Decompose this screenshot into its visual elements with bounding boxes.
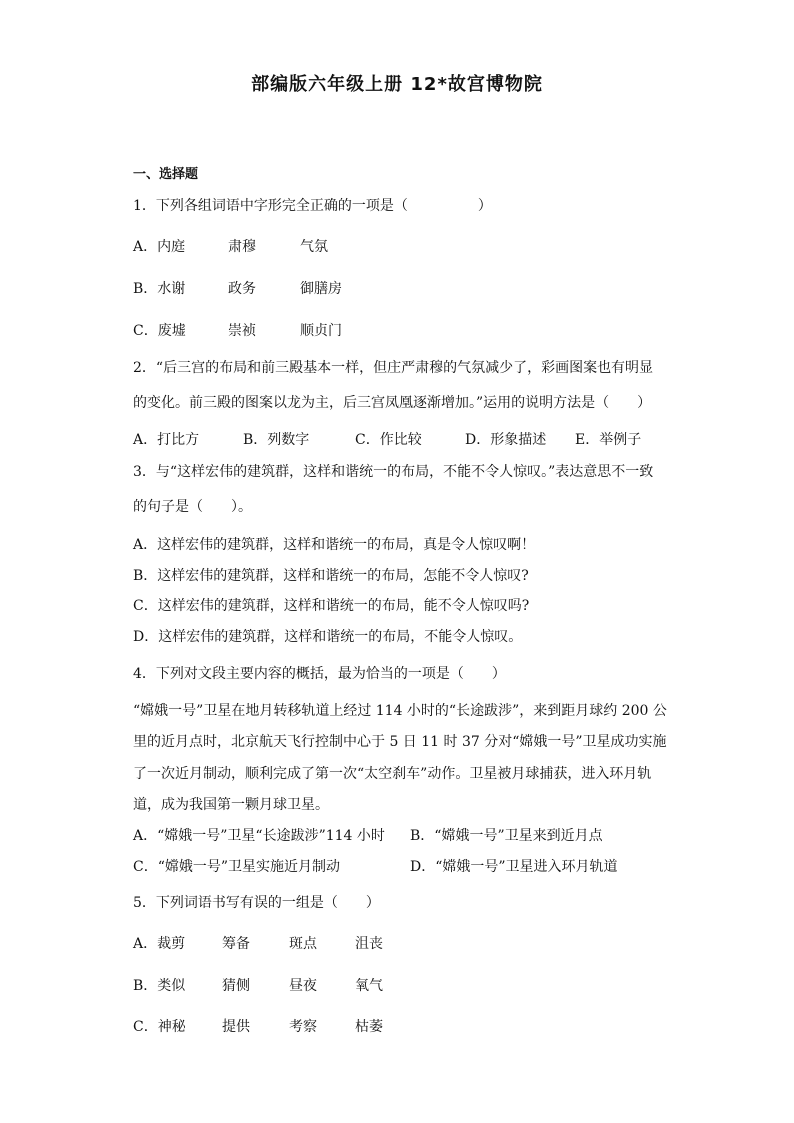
q4-option-c: C．“嫦娥一号”卫星实施近月制动 (133, 859, 341, 875)
q1-option-b-word1: B．水谢 (133, 281, 186, 297)
q2-stem-line1: 2．“后三宫的布局和前三殿基本一样，但庄严肃穆的气氛减少了，彩画图案也有明显 (133, 360, 654, 376)
q5-option-b-word4: 氧气 (355, 978, 383, 994)
q5-option-b-word1: B．类似 (133, 978, 186, 994)
q5-option-b-word3: 昼夜 (289, 978, 317, 994)
q1-option-c-word2: 崇祯 (228, 323, 256, 339)
q5-option-a-word1: A．裁剪 (133, 936, 186, 952)
q5-option-c-word4: 枯萎 (355, 1019, 383, 1035)
q4-passage-line2: 里的近月点时，北京航天飞行控制中心于 5 日 11 时 37 分对“嫦娥一号”卫星成功实施 (133, 734, 667, 750)
q5-option-a-word3: 斑点 (289, 936, 317, 952)
q4-passage-line3: 了一次近月制动，顺利完成了第一次“太空刹车”动作。卫星被月球捕获，进入环月轨 (133, 766, 652, 782)
q1-option-a-word3: 气氛 (300, 239, 328, 255)
q4-option-b: B．“嫦娥一号”卫星来到近月点 (410, 828, 603, 844)
q2-option-a: A．打比方 (133, 432, 200, 448)
q3-option-d: D．这样宏伟的建筑群，这样和谐统一的布局，不能令人惊叹。 (133, 629, 523, 645)
q3-option-a: A．这样宏伟的建筑群，这样和谐统一的布局，真是令人惊叹啊！ (133, 537, 536, 553)
q1-option-c-word1: C．废墟 (133, 323, 186, 339)
q2-option-e: E．举例子 (575, 432, 642, 448)
section-heading: 一、选择题 (133, 167, 199, 182)
q2-option-d: D．形象描述 (465, 432, 547, 448)
q5-option-b-word2: 猜侧 (222, 978, 250, 994)
q2-stem-line2: 的变化。前三殿的图案以龙为主，后三宫凤凰逐渐增加。”运用的说明方法是（ ） (133, 395, 652, 411)
q3-option-b: B．这样宏伟的建筑群，这样和谐统一的布局，怎能不令人惊叹? (133, 568, 529, 584)
q3-stem-line2: 的句子是（ ）。 (133, 499, 252, 515)
q5-option-c-word3: 考察 (289, 1019, 317, 1035)
q1-option-c-word3: 顺贞门 (300, 323, 342, 339)
q4-option-d: D．“嫦娥一号”卫星进入环月轨道 (410, 859, 618, 875)
q5-stem: 5．下列词语书写有误的一组是（ ） (133, 895, 380, 911)
q1-option-b-word2: 政务 (228, 281, 256, 297)
q5-option-a-word4: 沮丧 (355, 936, 383, 952)
q5-option-c-word1: C．神秘 (133, 1019, 186, 1035)
page-title: 部编版六年级上册 12*故宫博物院 (251, 74, 543, 95)
q5-option-a-word2: 筹备 (222, 936, 250, 952)
q2-option-b: B．列数字 (243, 432, 310, 448)
q1-option-a-word2: 肃穆 (228, 239, 256, 255)
q4-option-a: A．“嫦娥一号”卫星“长途跋涉”114 小时 (133, 828, 385, 844)
q4-passage-line4: 道，成为我国第一颗月球卫星。 (133, 797, 329, 813)
q2-option-c: C．作比较 (355, 432, 422, 448)
q4-passage-line1: “嫦娥一号”卫星在地月转移轨道上经过 114 小时的“长途跋涉”，来到距月球约 200 公 (133, 703, 667, 719)
q5-option-c-word2: 提供 (222, 1019, 250, 1035)
q1-stem: 1．下列各组词语中字形完全正确的一项是（ ） (133, 198, 492, 214)
q1-option-b-word3: 御膳房 (300, 281, 342, 297)
q3-option-c: C．这样宏伟的建筑群，这样和谐统一的布局，能不令人惊叹吗? (133, 598, 530, 614)
q4-stem: 4．下列对文段主要内容的概括，最为恰当的一项是（ ） (133, 666, 506, 682)
q1-option-a-word1: A．内庭 (133, 239, 186, 255)
q3-stem-line1: 3．与“这样宏伟的建筑群，这样和谐统一的布局，不能不令人惊叹。”表达意思不一致 (133, 464, 654, 480)
